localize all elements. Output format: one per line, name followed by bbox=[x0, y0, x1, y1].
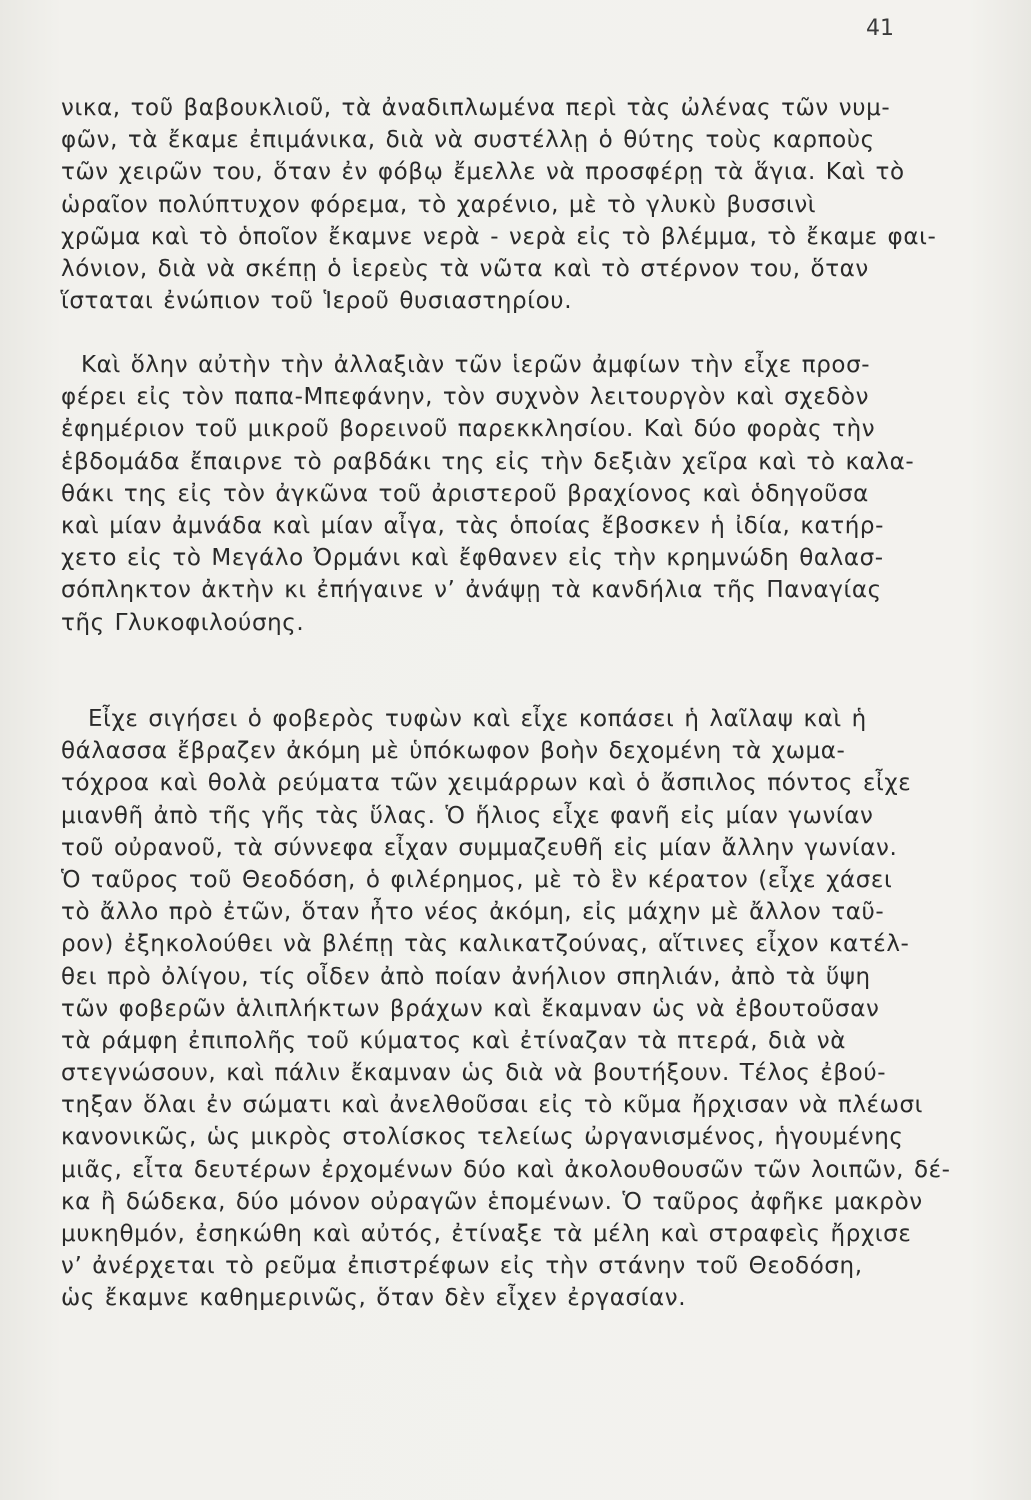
paragraph-1 bbox=[61, 92, 937, 317]
text-line: χρῶμα καὶ τὸ ὁποῖον ἔκαμνε νερὰ - νερὰ εἰς τὸ βλέμμα, τὸ ἔκαμε φαι- bbox=[61, 223, 937, 250]
page-number: 41 bbox=[866, 16, 894, 41]
text-line: Καὶ ὅλην αὐτὴν τὴν ἀλλαξιὰν τῶν ἱερῶν ἀμφίων τὴν εἶχε προσ- bbox=[81, 352, 871, 378]
text-line: τῶν φοβερῶν ἁλιπλήκτων βράχων καὶ ἔκαμναν ὡς νὰ ἐβουτοῦσαν bbox=[61, 995, 880, 1022]
text-line: Ὁ ταῦρος τοῦ Θεοδόση, ὁ φιλέρημος, μὲ τὸ ἓν κέρατον (εἶχε χάσει bbox=[61, 866, 893, 893]
text-line: καὶ μίαν ἀμνάδα καὶ μίαν αἶγα, τὰς ὁποίας ἔβοσκεν ἡ ἰδία, κατήρ- bbox=[61, 512, 884, 539]
text-line: τῶν χειρῶν του, ὅταν ἐν φόβῳ ἔμελλε νὰ προσφέρῃ τὰ ἅγια. Καὶ τὸ bbox=[61, 159, 905, 186]
text-line: κα ἢ δώδεκα, δύο μόνον οὐραγῶν ἑπομένων. Ὁ ταῦρος ἀφῆκε μακρὸν bbox=[61, 1188, 923, 1215]
text-line: μυκηθμόν, ἐσηκώθη καὶ αὐτός, ἐτίναξε τὰ μέλη καὶ στραφεὶς ἤρχισε bbox=[61, 1221, 912, 1247]
paragraph-2 bbox=[61, 349, 913, 639]
text-line: τὰ ράμφη ἐπιπολῆς τοῦ κύματος καὶ ἐτίναζαν τὰ πτερά, διὰ νὰ bbox=[61, 1027, 846, 1054]
text-line: ρον) ἐξηκολούθει νὰ βλέπῃ τὰς καλικατζούνας, αἵτινες εἶχον κατέλ- bbox=[61, 931, 910, 958]
text-line: φέρει εἰς τὸν παπα-Μπεφάνην, τὸν συχνὸν λειτουργὸν καὶ σχεδὸν bbox=[61, 384, 870, 411]
text-line: ἐφημέριον τοῦ μικροῦ βορεινοῦ παρεκκλησίου. Καὶ δύο φορὰς τὴν bbox=[61, 416, 876, 443]
text-line: σόπληκτον ἀκτὴν κι ἐπήγαινε ν’ ἀνάψῃ τὰ κανδήλια τῆς Παναγίας bbox=[61, 577, 882, 604]
text-line: κανονικῶς, ὡς μικρὸς στολίσκος τελείως ὠργανισμένος, ἡγουμένης bbox=[61, 1124, 904, 1151]
text-line: ὡραῖον πολύπτυχον φόρεμα, τὸ χαρένιο, μὲ τὸ γλυκὺ βυσσινὶ bbox=[61, 191, 817, 218]
text-line: ὡς ἔκαμνε καθημερινῶς, ὅταν δὲν εἶχεν ἐργασίαν. bbox=[61, 1285, 687, 1312]
text-line: στεγνώσουν, καὶ πάλιν ἔκαμναν ὡς διὰ νὰ βουτήξουν. Τέλος ἐβού- bbox=[61, 1060, 887, 1087]
text-line: ἑβδομάδα ἔπαιρνε τὸ ραβδάκι της εἰς τὴν δεξιὰν χεῖρα καὶ τὸ καλα- bbox=[61, 448, 915, 475]
text-line: τηξαν ὅλαι ἐν σώματι καὶ ἀνελθοῦσαι εἰς τὸ κῦμα ἤρχισαν νὰ πλέωσι bbox=[61, 1092, 924, 1119]
text-line: νικα, τοῦ βαβουκλιοῦ, τὰ ἀναδιπλωμένα περὶ τὰς ὠλένας τῶν νυμ- bbox=[61, 95, 891, 121]
text-line: μιᾶς, εἶτα δευτέρων ἐρχομένων δύο καὶ ἀκολουθουσῶν τῶν λοιπῶν, δέ- bbox=[61, 1156, 951, 1183]
text-line: θάλασσα ἔβραζεν ἀκόμη μὲ ὑπόκωφον βοὴν δεχομένη τὰ χωμα- bbox=[61, 738, 846, 765]
text-line: ἵσταται ἐνώπιον τοῦ Ἱεροῦ θυσιαστηρίου. bbox=[61, 288, 573, 315]
text-line: τὸ ἄλλο πρὸ ἐτῶν, ὅταν ἦτο νέος ἀκόμη, εἰς μάχην μὲ ἄλλον ταῦ- bbox=[61, 899, 885, 926]
text-line: φῶν, τὰ ἔκαμε ἐπιμάνικα, διὰ νὰ συστέλλῃ ὁ θύτης τοὺς καρποὺς bbox=[61, 127, 875, 154]
text-line: τόχροα καὶ θολὰ ρεύματα τῶν χειμάρρων καὶ ὁ ἄσπιλος πόντος εἶχε bbox=[61, 770, 912, 797]
text-line: χετο εἰς τὸ Μεγάλο Ὀρμάνι καὶ ἔφθανεν εἰς τὴν κρημνώδη θαλασ- bbox=[61, 545, 884, 572]
text-line: Εἶχε σιγήσει ὁ φοβερὸς τυφὼν καὶ εἶχε κοπάσει ἡ λαῖλαψ καὶ ἡ bbox=[88, 706, 867, 732]
text-line: τοῦ οὐρανοῦ, τὰ σύννεφα εἶχαν συμμαζευθῆ εἰς μίαν ἄλλην γωνίαν. bbox=[61, 834, 898, 861]
text-line: ν’ ἀνέρχεται τὸ ρεῦμα ἐπιστρέφων εἰς τὴν στάνην τοῦ Θεοδόση, bbox=[61, 1253, 863, 1280]
paragraph-3 bbox=[61, 703, 951, 1315]
text-line: μιανθῆ ἀπὸ τῆς γῆς τὰς ὕλας. Ὁ ἥλιος εἶχε φανῆ εἰς μίαν γωνίαν bbox=[61, 802, 874, 829]
text-line: τῆς Γλυκοφιλούσης. bbox=[61, 609, 305, 636]
text-line: θει πρὸ ὀλίγου, τίς οἶδεν ἀπὸ ποίαν ἀνήλιον σπηλιάν, ἀπὸ τὰ ὕψη bbox=[61, 963, 871, 990]
text-line: θάκι της εἰς τὸν ἀγκῶνα τοῦ ἀριστεροῦ βραχίονος καὶ ὁδηγοῦσα bbox=[61, 480, 869, 507]
text-line: λόνιον, διὰ νὰ σκέπῃ ὁ ἱερεὺς τὰ νῶτα καὶ τὸ στέρνον του, ὅταν bbox=[61, 255, 869, 282]
